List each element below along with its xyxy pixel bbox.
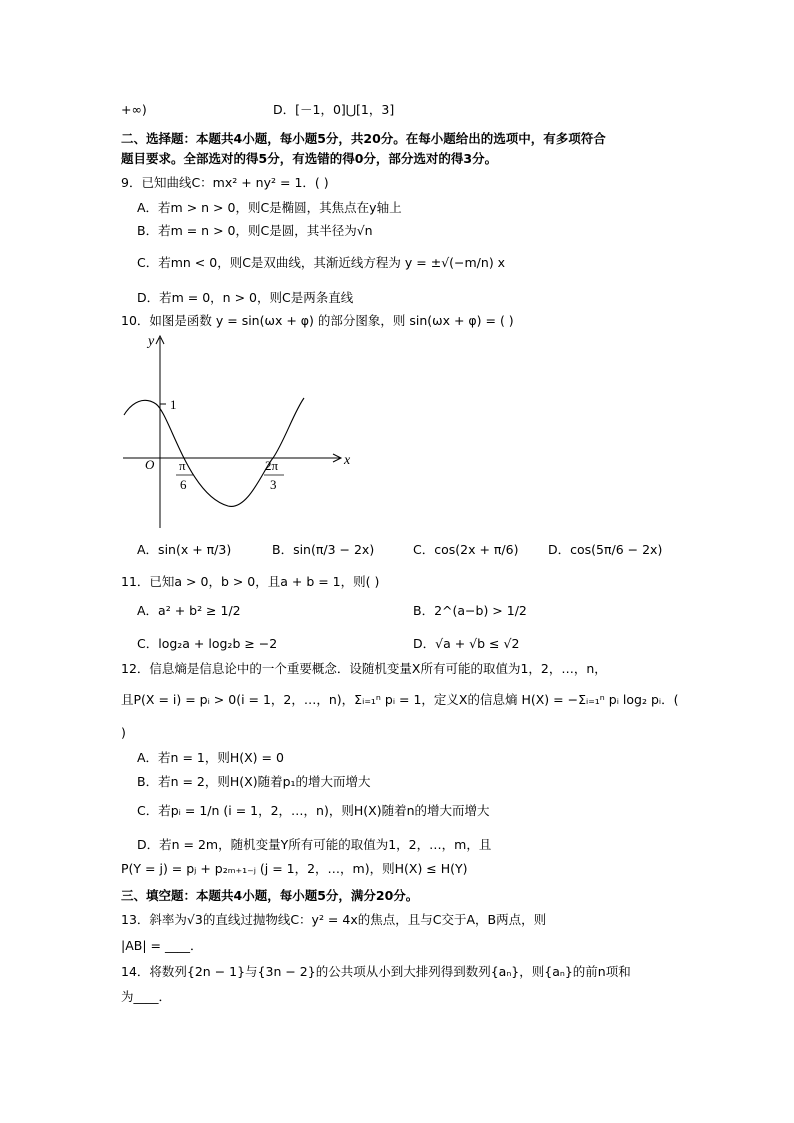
prev-option-d: D．[－1，0]⋃[1，3]	[273, 102, 395, 117]
sine-curve	[124, 398, 304, 506]
q13-line2: |AB| = ____．	[121, 938, 203, 953]
x-tick1-den: 6	[180, 477, 187, 492]
q11-option-a: A．a² + b² ≥ 1/2	[137, 603, 241, 618]
q12-option-d-cont: P(Y = j) = pⱼ + p₂ₘ₊₁₋ⱼ (j = 1，2，…，m)，则H(X) ≤ H(Y)	[121, 861, 468, 876]
q9-option-c: C．若mn < 0，则C是双曲线，其渐近线方程为 y = ±√(−m/n) x	[137, 255, 506, 270]
q10-option-d: D．cos(5π/6 − 2x)	[548, 542, 663, 557]
x-axis-label: x	[344, 453, 351, 468]
q14-line2: 为____．	[121, 989, 172, 1004]
q10-option-c: C．cos(2x + π/6)	[413, 542, 519, 557]
q12-line2: 且P(X = i) = pᵢ > 0(i = 1，2，…，n)，Σᵢ₌₁ⁿ pᵢ = 1，定义X的信息熵 H(X) = −Σᵢ₌₁ⁿ pᵢ log₂ pᵢ．(	[121, 692, 679, 707]
y-axis-label: y	[148, 334, 155, 349]
q12-option-b: B．若n = 2，则H(X)随着p₁的增大而增大	[137, 774, 371, 789]
q12-option-d: D．若n = 2m，随机变量Y所有可能的取值为1，2，…，m，且	[137, 837, 492, 852]
q10-option-b: B．sin(π/3 − 2x)	[272, 542, 375, 557]
q12-option-c: C．若pᵢ = 1/n (i = 1，2，…，n)，则H(X)随着n的增大而增大	[137, 803, 490, 818]
section2-title-line1: 二、选择题：本题共4小题，每小题5分，共20分。在每小题给出的选项中，有多项符合	[121, 131, 606, 146]
q9-option-a: A．若m > n > 0，则C是椭圆，其焦点在y轴上	[137, 200, 402, 215]
x-tick2-num: 2π	[265, 458, 279, 473]
q11-stem: 11．已知a > 0，b > 0，且a + b = 1，则( )	[121, 574, 380, 589]
x-tick2-den: 3	[270, 477, 277, 492]
q10-stem: 10．如图是函数 y = sin(ωx + φ) 的部分图象，则 sin(ωx + φ) = ( )	[121, 313, 514, 328]
q9-option-b: B．若m = n > 0，则C是圆，其半径为√n	[137, 223, 373, 238]
section3-title: 三、填空题：本题共4小题，每小题5分，满分20分。	[121, 888, 419, 903]
x-tick1-num: π	[179, 458, 186, 473]
q9-option-d: D．若m = 0，n > 0，则C是两条直线	[137, 290, 354, 305]
q11-option-c: C．log₂a + log₂b ≥ −2	[137, 636, 278, 651]
q13-line1: 13．斜率为√3的直线过抛物线C：y² = 4x的焦点，且与C交于A，B两点，则	[121, 912, 547, 927]
q11-option-b: B．2^(a−b) > 1/2	[413, 603, 527, 618]
q10-option-a: A．sin(x + π/3)	[137, 542, 232, 557]
q12-line1: 12．信息熵是信息论中的一个重要概念．设随机变量X所有可能的取值为1，2，…，n，	[121, 661, 607, 676]
q9-stem: 9．已知曲线C：mx² + ny² = 1．( )	[121, 175, 329, 190]
origin-label: O	[145, 457, 155, 472]
q12-line3: )	[121, 725, 126, 740]
q11-option-d: D．√a + √b ≤ √2	[413, 636, 520, 651]
prev-option-tail: +∞)	[121, 102, 147, 117]
y-tick-label: 1	[170, 397, 177, 412]
q10-graph	[118, 330, 368, 535]
q14-line1: 14．将数列{2n − 1}与{3n − 2}的公共项从小到大排列得到数列{aₙ}，则{aₙ}的前n项和	[121, 964, 631, 979]
section2-title-line2: 题目要求。全部选对的得5分，有选错的得0分，部分选对的得3分。	[121, 151, 498, 166]
q12-option-a: A．若n = 1，则H(X) = 0	[137, 750, 284, 765]
